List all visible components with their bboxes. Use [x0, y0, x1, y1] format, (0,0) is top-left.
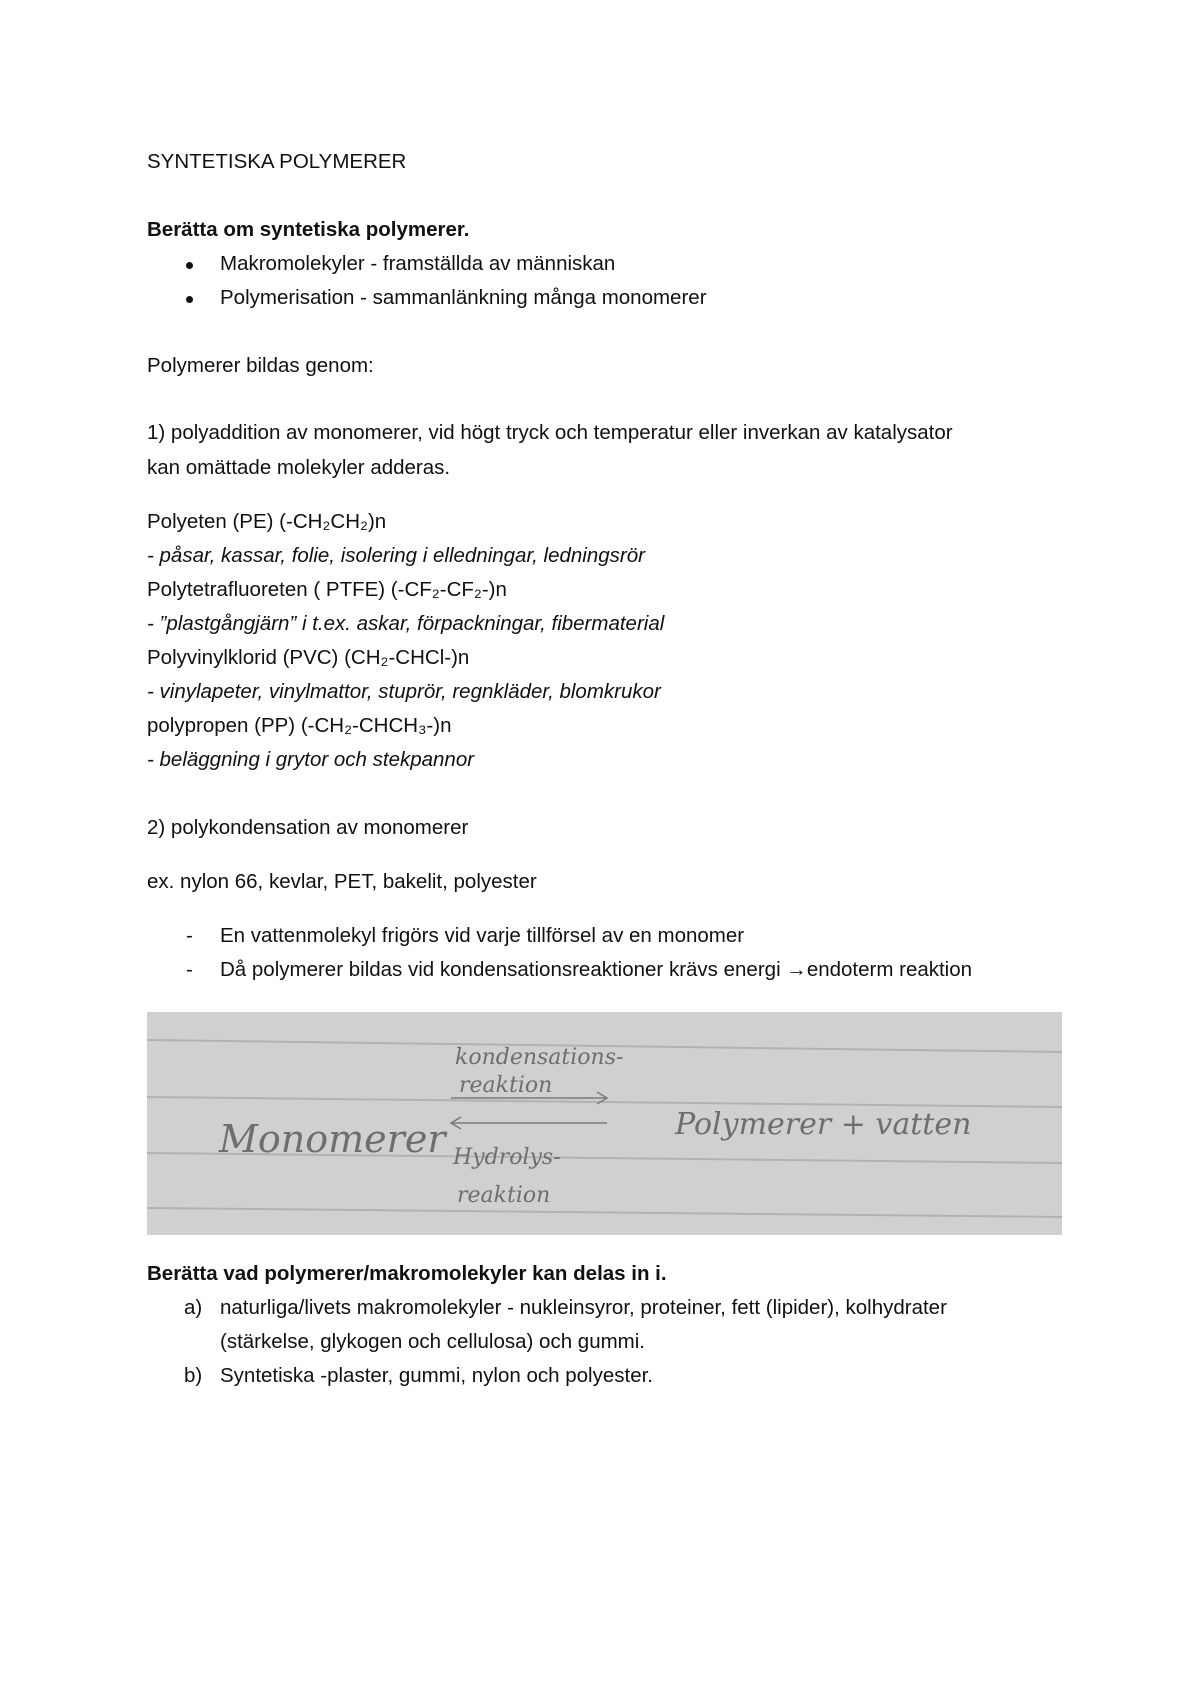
photo-label-bottom-2: reaktion: [457, 1183, 551, 1208]
dash-item: En vattenmolekyl frigörs vid varje tillförsel av en monomer: [220, 924, 745, 947]
list-label: a): [184, 1296, 203, 1319]
bullet-item: Makromolekyler - framställda av människan: [220, 252, 616, 275]
formed-by-text: Polymerer bildas genom:: [147, 354, 374, 377]
polymer-use: - beläggning i grytor och stekpannor: [147, 748, 475, 771]
list-label: b): [184, 1364, 203, 1387]
polymer-use: - vinylapeter, vinylmattor, stuprör, regnkläder, blomkrukor: [147, 680, 661, 703]
list-item-line: (stärkelse, glykogen och cellulosa) och gummi.: [220, 1330, 645, 1353]
polyaddition-line-2: kan omättade molekyler adderas.: [147, 456, 451, 479]
polymer-name: polypropen (PP) (-CH₂-CHCH₃-)n: [147, 714, 452, 737]
bullet-dot: [186, 262, 193, 269]
dash-marker: -: [186, 924, 193, 947]
dash-marker: -: [186, 958, 193, 981]
question-1-heading: Berätta om syntetiska polymerer.: [147, 218, 470, 241]
polymer-use: - ”plastgångjärn” i t.ex. askar, förpackningar, fibermaterial: [147, 612, 665, 635]
list-item-line: Syntetiska -plaster, gummi, nylon och polyester.: [220, 1364, 653, 1387]
document-title: SYNTETISKA POLYMERER: [147, 150, 407, 173]
question-2-heading: Berätta vad polymerer/makromolekyler kan delas in i.: [147, 1262, 667, 1285]
polymer-name: Polytetrafluoreten ( PTFE) (-CF₂-CF₂-)n: [147, 578, 507, 601]
photo-label-top-2: reaktion: [459, 1073, 553, 1098]
list-item-line: naturliga/livets makromolekyler - nukleinsyror, proteiner, fett (lipider), kolhydrater: [220, 1296, 947, 1319]
handwritten-reaction-photo: [147, 1012, 1062, 1235]
photo-label-top-1: kondensations-: [455, 1045, 624, 1070]
bullet-item: Polymerisation - sammanlänkning många monomerer: [220, 286, 707, 309]
polymer-name: Polyvinylklorid (PVC) (CH₂-CHCl-)n: [147, 646, 470, 669]
polymer-use: - påsar, kassar, folie, isolering i elledningar, ledningsrör: [147, 544, 645, 567]
photo-label-left: Monomerer: [219, 1117, 446, 1161]
bullet-dot: [186, 296, 193, 303]
dash-item: Då polymerer bildas vid kondensationsreaktioner krävs energi →endoterm reaktion: [220, 958, 973, 981]
polykondensation-heading: 2) polykondensation av monomerer: [147, 816, 469, 839]
photo-label-right: Polymerer + vatten: [675, 1107, 972, 1142]
polyaddition-line-1: 1) polyaddition av monomerer, vid högt tryck och temperatur eller inverkan av katalysator: [147, 421, 953, 444]
photo-label-bottom-1: Hydrolys-: [453, 1145, 561, 1170]
polymer-name: Polyeten (PE) (-CH₂CH₂)n: [147, 510, 387, 533]
polykondensation-examples: ex. nylon 66, kevlar, PET, bakelit, polyester: [147, 870, 537, 893]
